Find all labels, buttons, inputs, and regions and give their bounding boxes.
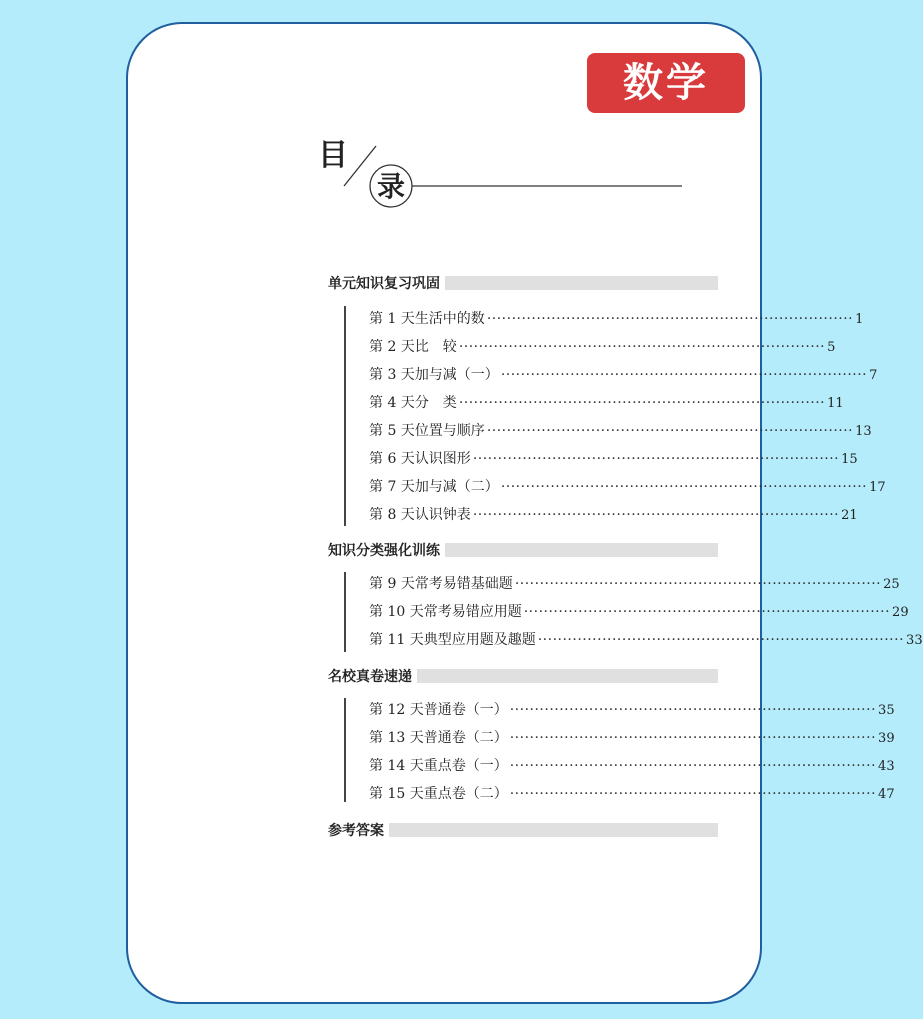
entry-page: 1 [855,312,864,327]
entry-leader: ·········································································· [509,730,877,746]
entry-leader: ·········································································· [500,367,868,383]
entry-day: 第 12 天 [369,702,424,718]
entry-leader: ·········································································· [458,339,826,355]
toc-entry[interactable] [369,448,858,468]
entry-page: 17 [869,480,886,495]
entry-title: 常考易错基础题 [414,576,513,592]
entry-day: 第 14 天 [369,758,424,774]
entry-title: 普通卷（一） [423,702,508,718]
entry-day: 第 3 天 [369,367,415,383]
entry-day: 第 2 天 [369,339,415,355]
entry-page: 33 [906,633,923,648]
toc-entry[interactable] [369,336,836,356]
entry-page: 11 [827,396,844,411]
entry-page: 5 [827,340,836,355]
section-title: 名校真卷速递 [328,669,412,685]
entry-leader: ·········································································· [509,786,877,802]
section-vertical-line [344,306,346,526]
section-classified-training [328,541,718,559]
entry-title: 重点卷（二） [423,786,508,802]
entry-page: 15 [841,452,858,467]
entry-leader: ·········································································· [523,604,891,620]
entry-leader: ·········································································· [509,758,877,774]
section-bar [417,669,718,683]
entry-leader: ·········································································· [514,576,882,592]
entry-day: 第 5 天 [369,423,415,439]
entry-day: 第 6 天 [369,451,415,467]
section-bar [445,543,718,557]
toc-entry[interactable] [369,783,895,803]
entry-day: 第 4 天 [369,395,415,411]
heading-char-lu: 录 [376,170,405,203]
entry-day: 第 9 天 [369,576,415,592]
toc-entry[interactable] [369,476,886,496]
entry-title: 比 较 [414,339,457,355]
entry-leader: ·········································································· [472,451,840,467]
toc-entry[interactable] [369,727,895,747]
section-exam-papers [328,667,718,685]
entry-day: 第 10 天 [369,604,424,620]
toc-entry[interactable] [369,364,878,384]
toc-entry[interactable] [369,504,858,524]
entry-leader: ·········································································· [486,423,854,439]
entry-title: 认识钟表 [414,507,471,523]
entry-leader: ·········································································· [472,507,840,523]
entry-title: 典型应用题及趣题 [423,632,536,648]
section-unit-review [328,274,718,292]
entry-leader: ·········································································· [537,632,905,648]
entry-page: 21 [841,508,858,523]
toc-entry[interactable] [369,420,872,440]
toc-entry[interactable] [369,573,900,593]
entry-title: 分 类 [414,395,457,411]
entry-page: 43 [878,759,895,774]
section-title: 知识分类强化训练 [328,543,440,559]
section-title: 参考答案 [328,823,384,839]
entry-day: 第 11 天 [369,632,424,648]
entry-page: 39 [878,731,895,746]
entry-title: 生活中的数 [414,311,485,327]
toc-entry[interactable] [369,392,844,412]
entry-leader: ·········································································· [458,395,826,411]
entry-title: 常考易错应用题 [423,604,522,620]
section-vertical-line [344,698,346,802]
entry-page: 13 [855,424,872,439]
entry-page: 47 [878,787,895,802]
section-vertical-line [344,572,346,652]
subject-badge: 数学 [587,53,745,113]
section-answers[interactable] [328,821,718,839]
entry-title: 认识图形 [414,451,471,467]
entry-title: 加与减（一） [414,367,499,383]
entry-day: 第 15 天 [369,786,424,802]
section-bar [389,823,718,837]
toc-entry[interactable] [369,699,895,719]
entry-leader: ·········································································· [486,311,854,327]
entry-page: 29 [892,605,909,620]
entry-page: 25 [883,577,900,592]
toc-entry[interactable] [369,601,909,621]
entry-leader: ·········································································· [500,479,868,495]
toc-entry[interactable] [369,308,864,328]
entry-day: 第 8 天 [369,507,415,523]
toc-entry[interactable] [369,629,923,649]
entry-title: 重点卷（一） [423,758,508,774]
section-bar [445,276,718,290]
entry-day: 第 1 天 [369,311,415,327]
toc-entry[interactable] [369,755,895,775]
heading-char-mu: 目 [318,138,348,173]
section-title: 单元知识复习巩固 [328,276,440,292]
entry-title: 加与减（二） [414,479,499,495]
entry-page: 35 [878,703,895,718]
entry-page: 7 [869,368,878,383]
entry-leader: ·········································································· [509,702,877,718]
entry-title: 普通卷（二） [423,730,508,746]
entry-day: 第 7 天 [369,479,415,495]
entry-title: 位置与顺序 [414,423,485,439]
entry-day: 第 13 天 [369,730,424,746]
